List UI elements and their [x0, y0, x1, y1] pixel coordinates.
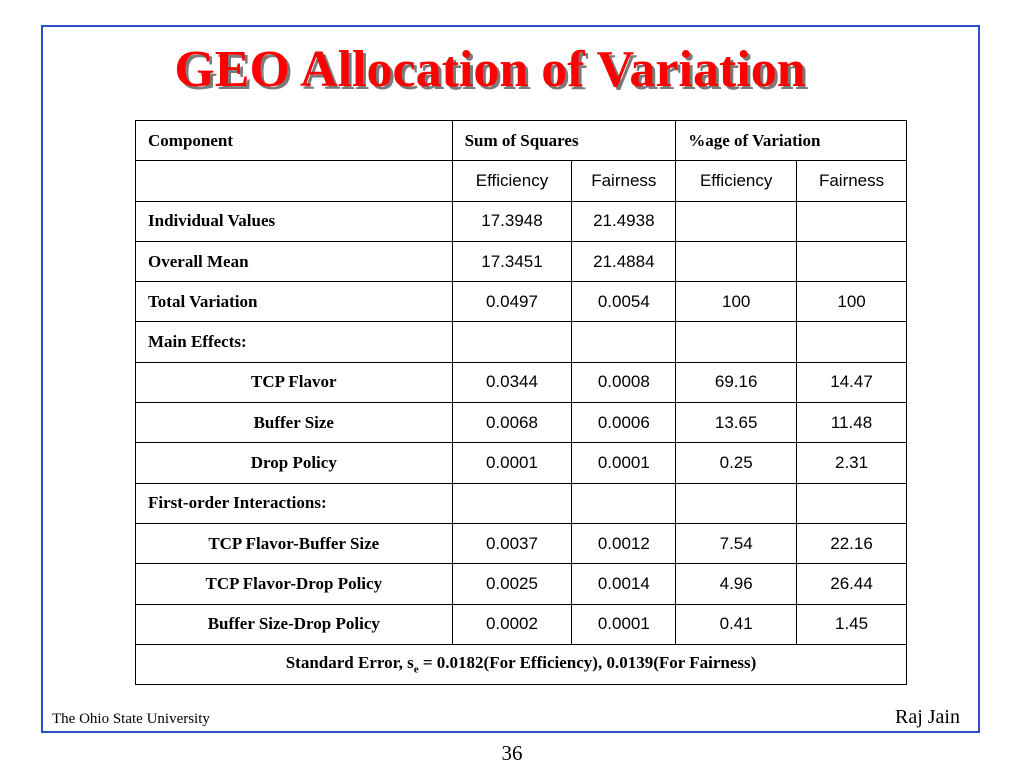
standard-error-prefix: Standard Error, s	[285, 653, 414, 673]
pct-fairness-cell: 14.47	[797, 362, 907, 402]
ss-fairness-cell: 0.0006	[572, 403, 676, 443]
table-row	[136, 282, 907, 322]
pct-fairness-cell	[797, 483, 907, 523]
table-row	[136, 564, 907, 604]
ss-fairness-cell: 21.4938	[572, 201, 676, 241]
standard-error-cell	[136, 644, 907, 684]
header-component: Component	[136, 121, 453, 161]
pct-efficiency-cell: 0.41	[676, 604, 797, 644]
row-label: Drop Policy	[136, 443, 453, 483]
table-row	[136, 362, 907, 402]
ss-fairness-cell: 0.0014	[572, 564, 676, 604]
row-label: Main Effects:	[136, 322, 453, 362]
table-row	[136, 322, 907, 362]
pct-fairness-cell: 2.31	[797, 443, 907, 483]
pct-efficiency-cell: 100	[676, 282, 797, 322]
pct-efficiency-cell: 13.65	[676, 403, 797, 443]
standard-error-suffix: = 0.0182(For Efficiency), 0.0139(For Fairness)	[418, 653, 757, 673]
page-number: 36	[501, 741, 523, 765]
pct-efficiency-cell: 0.25	[676, 443, 797, 483]
ss-fairness-cell: 0.0001	[572, 443, 676, 483]
ss-efficiency-cell: 17.3451	[452, 241, 572, 281]
ss-efficiency-cell: 0.0001	[452, 443, 572, 483]
row-label: Individual Values	[136, 201, 453, 241]
ss-efficiency-cell: 0.0068	[452, 403, 572, 443]
pct-fairness-cell: 1.45	[797, 604, 907, 644]
table-header-row	[136, 121, 907, 161]
row-label: First-order Interactions:	[136, 483, 453, 523]
subheader-empty	[136, 161, 453, 201]
header-sum-of-squares: Sum of Squares	[452, 121, 676, 161]
pct-efficiency-cell	[676, 322, 797, 362]
table-row	[136, 604, 907, 644]
footer-institution: The Ohio State University	[52, 711, 210, 727]
subheader-efficiency-pct: Efficiency	[676, 161, 797, 201]
table-row	[136, 523, 907, 563]
table-row	[136, 483, 907, 523]
ss-fairness-cell	[572, 483, 676, 523]
row-label: TCP Flavor-Buffer Size	[136, 523, 453, 563]
pct-fairness-cell	[797, 201, 907, 241]
row-label: Overall Mean	[136, 241, 453, 281]
variation-table	[135, 120, 907, 685]
ss-fairness-cell: 0.0054	[572, 282, 676, 322]
subheader-fairness-pct: Fairness	[797, 161, 907, 201]
table-row	[136, 443, 907, 483]
table-subheader-row	[136, 161, 907, 201]
pct-fairness-cell	[797, 241, 907, 281]
ss-fairness-cell	[572, 322, 676, 362]
pct-efficiency-cell: 69.16	[676, 362, 797, 402]
row-label: TCP Flavor-Drop Policy	[136, 564, 453, 604]
row-label: Buffer Size	[136, 403, 453, 443]
footer-author: Raj Jain	[895, 706, 960, 728]
slide-title: GEO Allocation of Variation	[174, 41, 806, 98]
pct-efficiency-cell	[676, 241, 797, 281]
table-row	[136, 201, 907, 241]
subheader-fairness-ss: Fairness	[572, 161, 676, 201]
ss-efficiency-cell: 0.0037	[452, 523, 572, 563]
ss-efficiency-cell	[452, 322, 572, 362]
header-pct-variation: %age of Variation	[676, 121, 907, 161]
ss-efficiency-cell	[452, 483, 572, 523]
row-label: Total Variation	[136, 282, 453, 322]
ss-efficiency-cell: 0.0002	[452, 604, 572, 644]
pct-fairness-cell: 22.16	[797, 523, 907, 563]
pct-efficiency-cell	[676, 201, 797, 241]
pct-fairness-cell	[797, 322, 907, 362]
standard-error-subscript: e	[413, 663, 419, 676]
pct-efficiency-cell: 7.54	[676, 523, 797, 563]
subheader-efficiency-ss: Efficiency	[452, 161, 572, 201]
ss-efficiency-cell: 17.3948	[452, 201, 572, 241]
row-label: Buffer Size-Drop Policy	[136, 604, 453, 644]
ss-fairness-cell: 0.0012	[572, 523, 676, 563]
ss-fairness-cell: 21.4884	[572, 241, 676, 281]
ss-efficiency-cell: 0.0497	[452, 282, 572, 322]
pct-efficiency-cell: 4.96	[676, 564, 797, 604]
ss-fairness-cell: 0.0001	[572, 604, 676, 644]
pct-fairness-cell: 100	[797, 282, 907, 322]
pct-efficiency-cell	[676, 483, 797, 523]
ss-efficiency-cell: 0.0025	[452, 564, 572, 604]
pct-fairness-cell: 11.48	[797, 403, 907, 443]
row-label: TCP Flavor	[136, 362, 453, 402]
table-footer-row	[136, 644, 907, 684]
ss-efficiency-cell: 0.0344	[452, 362, 572, 402]
table-row	[136, 403, 907, 443]
pct-fairness-cell: 26.44	[797, 564, 907, 604]
ss-fairness-cell: 0.0008	[572, 362, 676, 402]
table-row	[136, 241, 907, 281]
